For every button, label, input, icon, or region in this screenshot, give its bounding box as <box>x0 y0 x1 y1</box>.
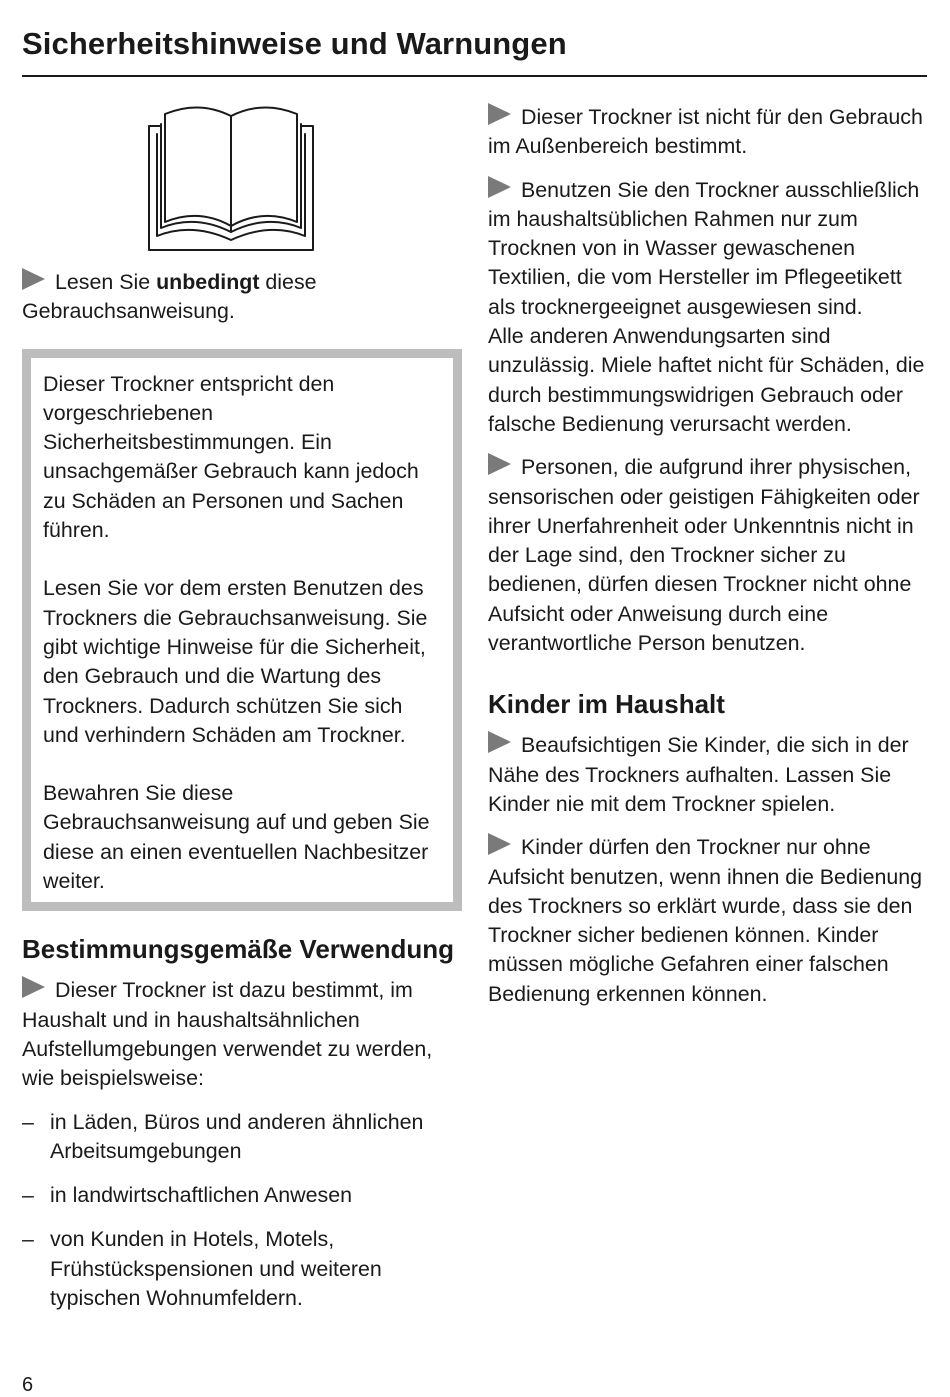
read-emphasis: unbedingt <box>156 270 260 294</box>
intended-use-paragraph <box>22 976 462 1093</box>
list-item-text: von Kunden in Hotels, Motels, Frühstückspensionen und weiteren typischen Wohnumfeldern. <box>50 1227 382 1311</box>
safety-notice-box <box>22 349 462 912</box>
dash-bullet: – <box>22 1227 34 1252</box>
title-divider <box>22 75 927 77</box>
notice-paragraph: Lesen Sie vor dem ersten Benutzen des Trockners die Gebrauchsanweisung. Sie gibt wichtige Hinweise für die Sicherheit, den Gebrauch und die Wartung des Trockners. Dadurch schützen Sie sich und verhindern Schäden am Trockner. <box>43 576 428 747</box>
list-item-text: in Läden, Büros und anderen ähnlichen Arbeitsumgebungen <box>50 1109 424 1163</box>
triangle-bullet-icon <box>488 176 511 198</box>
notice-paragraph: Dieser Trockner entspricht den vorgeschriebenen Sicherheitsbestimmungen. Ein unsachgemäßer Gebrauch kann jedoch zu Schäden an Personen und Sachen führen. <box>43 371 419 543</box>
children-usage-paragraph <box>488 833 928 1009</box>
outdoor-use-warning <box>488 103 928 162</box>
triangle-bullet-icon <box>488 731 511 753</box>
intended-use-text: Dieser Trockner ist dazu bestimmt, im Haushalt und in haushaltsähnlichen Aufstellumgebungen verwendet zu werden, wie beispielsweise: <box>22 978 433 1091</box>
list-item-text: in landwirtschaftlichen Anwesen <box>50 1183 353 1208</box>
children-supervision-text: Beaufsichtigen Sie Kinder, die sich in der Nähe des Trockners aufhalten. Lassen Sie Kinder nie mit dem Trockner spielen. <box>488 733 909 816</box>
notice-paragraph: Bewahren Sie diese Gebrauchsanweisung auf und geben Sie diese an einen eventuellen Nachbesitzer weiter. <box>43 781 430 894</box>
outdoor-use-text: Dieser Trockner ist nicht für den Gebrauch im Außenbereich bestimmt. <box>488 105 923 159</box>
persons-warning <box>488 453 928 658</box>
read-manual-note <box>22 268 462 327</box>
children-usage-text: Kinder dürfen den Trockner nur ohne Aufsicht benutzen, wenn ihnen die Bedienung des Trockners so erklärt wurde, dass sie den Trockner sicher bedienen können. Kinder müssen mögliche Gefahren einer falschen Bedienung erkennen können. <box>488 835 923 1006</box>
list-item <box>22 1108 462 1167</box>
usage-examples-list <box>22 1108 462 1314</box>
dash-bullet: – <box>22 1109 34 1134</box>
household-use-text: Benutzen Sie den Trockner ausschließlich im haushaltsüblichen Rahmen nur zum Trocknen von in Wasser gewaschenen Textilien, die vom Hersteller im Pflegeetikett als trocknergeeignet ausgewiesen sind. <box>488 177 920 319</box>
triangle-bullet-icon <box>488 453 511 475</box>
household-use-paragraph <box>488 176 928 322</box>
list-item <box>22 1181 462 1210</box>
children-supervision-paragraph <box>488 731 928 819</box>
liability-paragraph: Alle anderen Anwendungsarten sind unzulässig. Miele haftet nicht für Schäden, die durch bestimmungswidrigen Gebrauch oder falsche Bedienung verursacht werden. <box>488 324 925 436</box>
triangle-bullet-icon <box>22 976 45 998</box>
page-title: Sicherheitshinweise und Warnungen <box>22 26 567 61</box>
read-prefix: Lesen Sie <box>55 270 157 294</box>
list-item <box>22 1225 462 1313</box>
open-book-icon <box>147 100 315 254</box>
persons-warning-text: Personen, die aufgrund ihrer physischen, sensorischen oder geistigen Fähigkeiten oder ihrer Unerfahrenheit oder Unkenntnis nicht in der Lage sind, den Trockner sicher zu bedienen, dürfen diesen Trockner nicht ohne Aufsicht oder Anweisung durch eine verantwortliche Person benutzen. <box>488 455 920 656</box>
dash-bullet: – <box>22 1183 34 1208</box>
triangle-bullet-icon <box>488 103 511 125</box>
triangle-bullet-icon <box>488 833 511 855</box>
read-suffix: diese Gebrauchsanweisung. <box>22 270 317 324</box>
left-column <box>22 96 462 1328</box>
triangle-bullet-icon <box>22 268 45 290</box>
section-heading-children: Kinder im Haushalt <box>488 689 725 720</box>
right-column <box>488 103 928 1023</box>
section-heading-intended-use: Bestimmungsgemäße Verwendung <box>22 934 454 965</box>
page-number: 6 <box>22 1374 34 1396</box>
